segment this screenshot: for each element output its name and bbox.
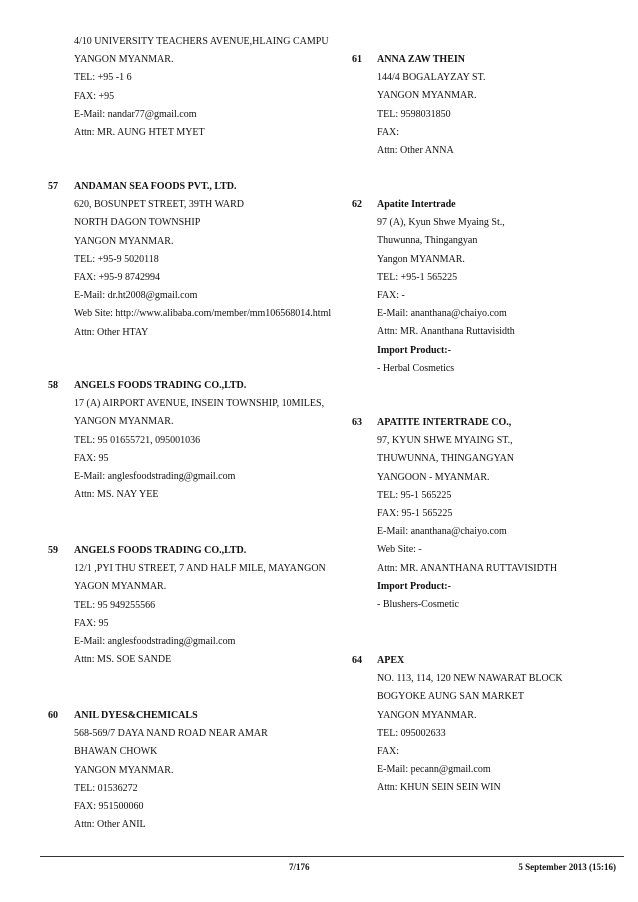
entry-line: E-Mail: dr.ht2008@gmail.com <box>74 290 198 302</box>
entry-line: TEL: +95 -1 6 <box>74 72 132 84</box>
entry-line: E-Mail: ananthana@chaiyo.com <box>377 526 507 538</box>
print-date: 5 September 2013 (15:16) <box>518 862 616 872</box>
entry-line: FAX: 95-1 565225 <box>377 508 453 519</box>
entry-line: 12/1 ,PYI THU STREET, 7 AND HALF MILE, MAYANGON <box>74 563 326 575</box>
entry-line: BOGYOKE AUNG SAN MARKET <box>377 691 524 703</box>
entry-line: Attn: MR. AUNG HTET MYET <box>74 127 205 138</box>
entry-line: YANGON MYANMAR. <box>74 764 174 776</box>
entry-line: FAX: <box>377 746 400 757</box>
entry-line: 4/10 UNIVERSITY TEACHERS AVENUE,HLAING CAMPU <box>74 36 329 47</box>
page-number: 7/176 <box>289 862 310 872</box>
entry-line: TEL: 01536272 <box>74 782 138 794</box>
entry-line: TEL: 095002633 <box>377 727 446 739</box>
entry-line: Attn: Other ANIL <box>74 819 146 831</box>
entry-line: FAX: 95 <box>74 452 109 464</box>
entry-line: E-Mail: anglesfoodstrading@gmail.com <box>74 471 236 482</box>
entry-line: Import Product:- <box>377 580 451 592</box>
entry-line: Attn: MR. ANANTHANA RUTTAVISIDTH <box>377 562 558 574</box>
entry-title: ANGELS FOODS TRADING CO.,LTD. <box>74 545 247 556</box>
entry-line: YANGON MYANMAR. <box>74 235 174 247</box>
entry-line: NORTH DAGON TOWNSHIP <box>74 217 201 229</box>
entry-line: 17 (A) AIRPORT AVENUE, INSEIN TOWNSHIP, 10MILES, <box>74 398 325 410</box>
entry-line: Web Site: http://www.alibaba.com/member/mm106568014.html <box>74 308 332 320</box>
entry-title: APATITE INTERTRADE CO., <box>377 417 512 428</box>
entry-line: TEL: 95 949255566 <box>74 599 156 611</box>
entry-line: 144/4 BOGALAYZAY ST. <box>377 72 486 84</box>
entry-number: 60 <box>48 710 58 721</box>
entry-line: FAX: +95 <box>74 90 115 102</box>
entry-line: 568-569/7 DAYA NAND ROAD NEAR AMAR <box>74 728 268 740</box>
entry-line: Yangon MYANMAR. <box>377 253 465 265</box>
entry-line: 97 (A), Kyun Shwe Myaing St., <box>377 217 505 229</box>
entry-line: TEL: 95-1 565225 <box>377 489 452 501</box>
entry-line: E-Mail: nandar77@gmail.com <box>74 108 197 120</box>
footer-divider <box>40 856 624 857</box>
entry-title: APEX <box>377 655 405 666</box>
entry-line: YANGON MYANMAR. <box>377 709 477 721</box>
entry-line: YANGON MYANMAR. <box>74 54 174 66</box>
entry-number: 61 <box>352 54 362 65</box>
entry-number: 63 <box>352 417 362 428</box>
entry-title: Apatite Intertrade <box>377 199 456 210</box>
entry-line: Thuwunna, Thingangyan <box>377 235 478 247</box>
entry-number: 59 <box>48 545 58 556</box>
entry-line: FAX: +95-9 8742994 <box>74 272 161 283</box>
entry-line: NO. 113, 114, 120 NEW NAWARAT BLOCK <box>377 673 563 685</box>
entry-line: E-Mail: anglesfoodstrading@gmail.com <box>74 636 236 647</box>
entry-line: TEL: 95 01655721, 095001036 <box>74 434 201 446</box>
entry-line: Attn: KHUN SEIN SEIN WIN <box>377 782 501 794</box>
entry-title: ANDAMAN SEA FOODS PVT., LTD. <box>74 181 237 192</box>
entry-line: E-Mail: pecann@gmail.com <box>377 764 491 776</box>
entry-line: Import Product:- <box>377 344 451 356</box>
entry-line: TEL: 9598031850 <box>377 108 451 120</box>
entry-line: Attn: Other ANNA <box>377 145 454 156</box>
entry-line: FAX: 951500060 <box>74 801 144 812</box>
entry-line: YANGOON - MYANMAR. <box>377 471 490 483</box>
entry-line: Web Site: - <box>377 544 422 556</box>
entry-line: FAX: - <box>377 290 405 301</box>
entry-line: THUWUNNA, THINGANGYAN <box>377 453 515 465</box>
entry-line: Attn: MS. SOE SANDE <box>74 654 172 666</box>
entry-line: FAX: 95 <box>74 617 109 629</box>
entry-line: Attn: Other HTAY <box>74 326 149 338</box>
entry-title: ANNA ZAW THEIN <box>377 54 465 65</box>
entry-line: Attn: MR. Ananthana Ruttavisidth <box>377 326 515 338</box>
entry-line: BHAWAN CHOWK <box>74 746 158 758</box>
entry-title: ANGELS FOODS TRADING CO.,LTD. <box>74 380 247 391</box>
entry-line: YANGON MYANMAR. <box>377 90 477 102</box>
entry-line: TEL: +95-9 5020118 <box>74 253 159 265</box>
entry-line: E-Mail: ananthana@chaiyo.com <box>377 308 507 320</box>
entry-number: 64 <box>352 655 362 666</box>
entry-line: 97, KYUN SHWE MYAING ST., <box>377 435 513 447</box>
entry-line: YANGON MYANMAR. <box>74 416 174 428</box>
entry-number: 57 <box>48 181 58 192</box>
entry-line: FAX: <box>377 126 400 138</box>
entry-line: Attn: MS. NAY YEE <box>74 489 159 501</box>
entry-line: - Blushers-Cosmetic <box>377 599 459 610</box>
entry-line: YAGON MYANMAR. <box>74 581 167 593</box>
entry-line: - Herbal Cosmetics <box>377 362 455 374</box>
entry-line: TEL: +95-1 565225 <box>377 271 458 283</box>
entry-number: 58 <box>48 380 58 391</box>
entry-title: ANIL DYES&CHEMICALS <box>74 710 198 721</box>
entry-number: 62 <box>352 199 362 210</box>
entry-line: 620, BOSUNPET STREET, 39TH WARD <box>74 199 245 211</box>
